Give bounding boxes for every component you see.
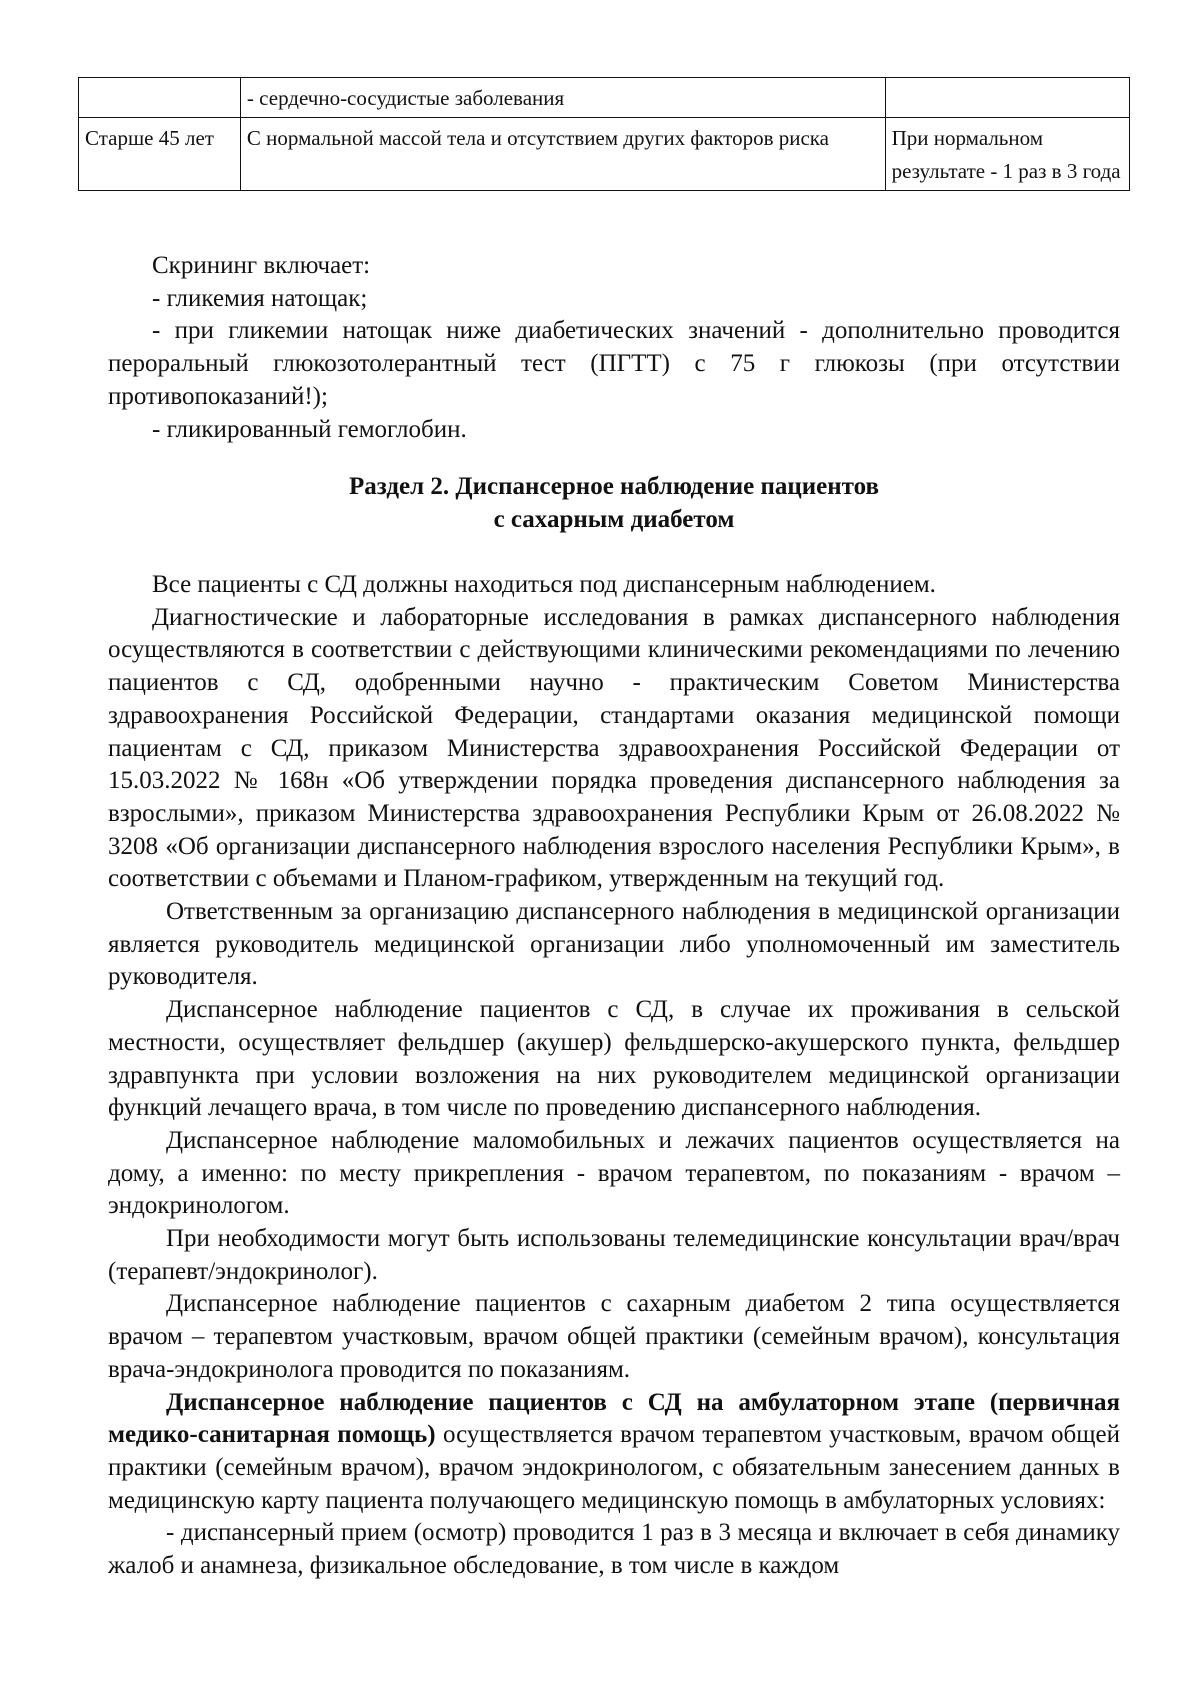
- paragraph: Диагностические и лабораторные исследования в рамках диспансерного наблюдения осуществляются в соответствии с действующими клиническими рекомендациями по лечению пациентов с СД, одобренными научно - практическим Советом Министерства здравоохранения Российской Федерации, стандартами оказания медицинской помощи пациентам с СД, приказом Министерства здравоохранения Российской Федерации от 15.03.2022 № 168н «Об утверждении порядка проведения диспансерного наблюдения за взрослыми», приказом Министерства здравоохранения Республики Крым от 26.08.2022 № 3208 «Об организации диспансерного наблюдения взрослого населения Республики Крым», в соответствии с объемами и Планом-графиком, утвержденным на текущий год.: [108, 603, 1120, 893]
- table-cell-frequency: [885, 78, 1129, 118]
- table-cell-age: Старше 45 лет: [79, 118, 241, 191]
- paragraph-rest: осуществляется врачом терапевтом участковым, врачом общей практики (семейным врачом), врачом эндокринологом, с обязательным занесением данных в медицинскую карту пациента получающего медицинскую помощь в амбулаторных условиях:: [108, 1421, 1120, 1514]
- paragraph: - диспансерный прием (осмотр) проводится 1 раз в 3 месяца и включает в себя динамику жалоб и анамнеза, физикальное обследование, в том числе в каждом: [108, 1519, 1120, 1580]
- screening-item: - при гликемии натощак ниже диабетических значений - дополнительно проводится пероральный глюкозотолерантный тест (ПГТТ) с 75 г глюкозы (при отсутствии противопоказаний!);: [108, 317, 1120, 410]
- screening-block: [108, 250, 1120, 446]
- paragraph: Диспансерное наблюдение маломобильных и лежачих пациентов осуществляется на дому, а именно: по месту прикрепления - врачом терапевтом, по показаниям - врачом – эндокринологом.: [108, 1126, 1120, 1220]
- paragraph: Диспансерное наблюдение пациентов с СД, в случае их проживания в сельской местности, осуществляет фельдшер (акушер) фельдшерско-акушерского пункта, фельдшер здравпункта при условии возложения на них руководителем медицинской организации функций лечащего врача, в том числе по проведению диспансерного наблюдения.: [108, 996, 1120, 1122]
- section-title-line: с сахарным диабетом: [493, 506, 735, 533]
- paragraph: [108, 1387, 1120, 1518]
- section-body: [108, 569, 1120, 1583]
- paragraph: При необходимости могут быть использованы телемедицинские консультации врач/врач (терапевт/эндокринолог).: [108, 1225, 1120, 1285]
- screening-intro: Скрининг включает:: [152, 252, 371, 279]
- paragraph: Ответственным за организацию диспансерного наблюдения в медицинской организации является руководитель медицинской организации либо уполномоченный им заместитель руководителя.: [108, 898, 1120, 991]
- table-cell-condition: С нормальной массой тела и отсутствием других факторов риска: [240, 118, 885, 191]
- section-title: [108, 470, 1120, 536]
- screening-table: [78, 77, 1130, 191]
- table-cell-condition: - сердечно-сосудистые заболевания: [240, 78, 885, 118]
- paragraph: Диспансерное наблюдение пациентов с сахарным диабетом 2 типа осуществляется врачом – терапевтом участковым, врачом общей практики (семейным врачом), консультация врача-эндокринолога проводится по показаниям.: [108, 1290, 1120, 1383]
- table-cell-age: [79, 78, 241, 118]
- section-title-line: Раздел 2. Диспансерное наблюдение пациентов: [349, 473, 879, 500]
- table-row: [79, 78, 1130, 118]
- screening-item: - гликемия натощак;: [152, 284, 368, 312]
- screening-item: - гликированный гемоглобин.: [152, 415, 467, 443]
- paragraph-bold-lead: Диспансерное наблюдение пациентов с СД на амбулаторном этапе (первичная медико-санитарная помощь): [108, 1388, 1120, 1449]
- table-row: [79, 118, 1130, 191]
- paragraph: Все пациенты с СД должны находиться под диспансерным наблюдением.: [152, 571, 936, 598]
- table-cell-frequency: При нормальном результате - 1 раз в 3 года: [885, 118, 1129, 191]
